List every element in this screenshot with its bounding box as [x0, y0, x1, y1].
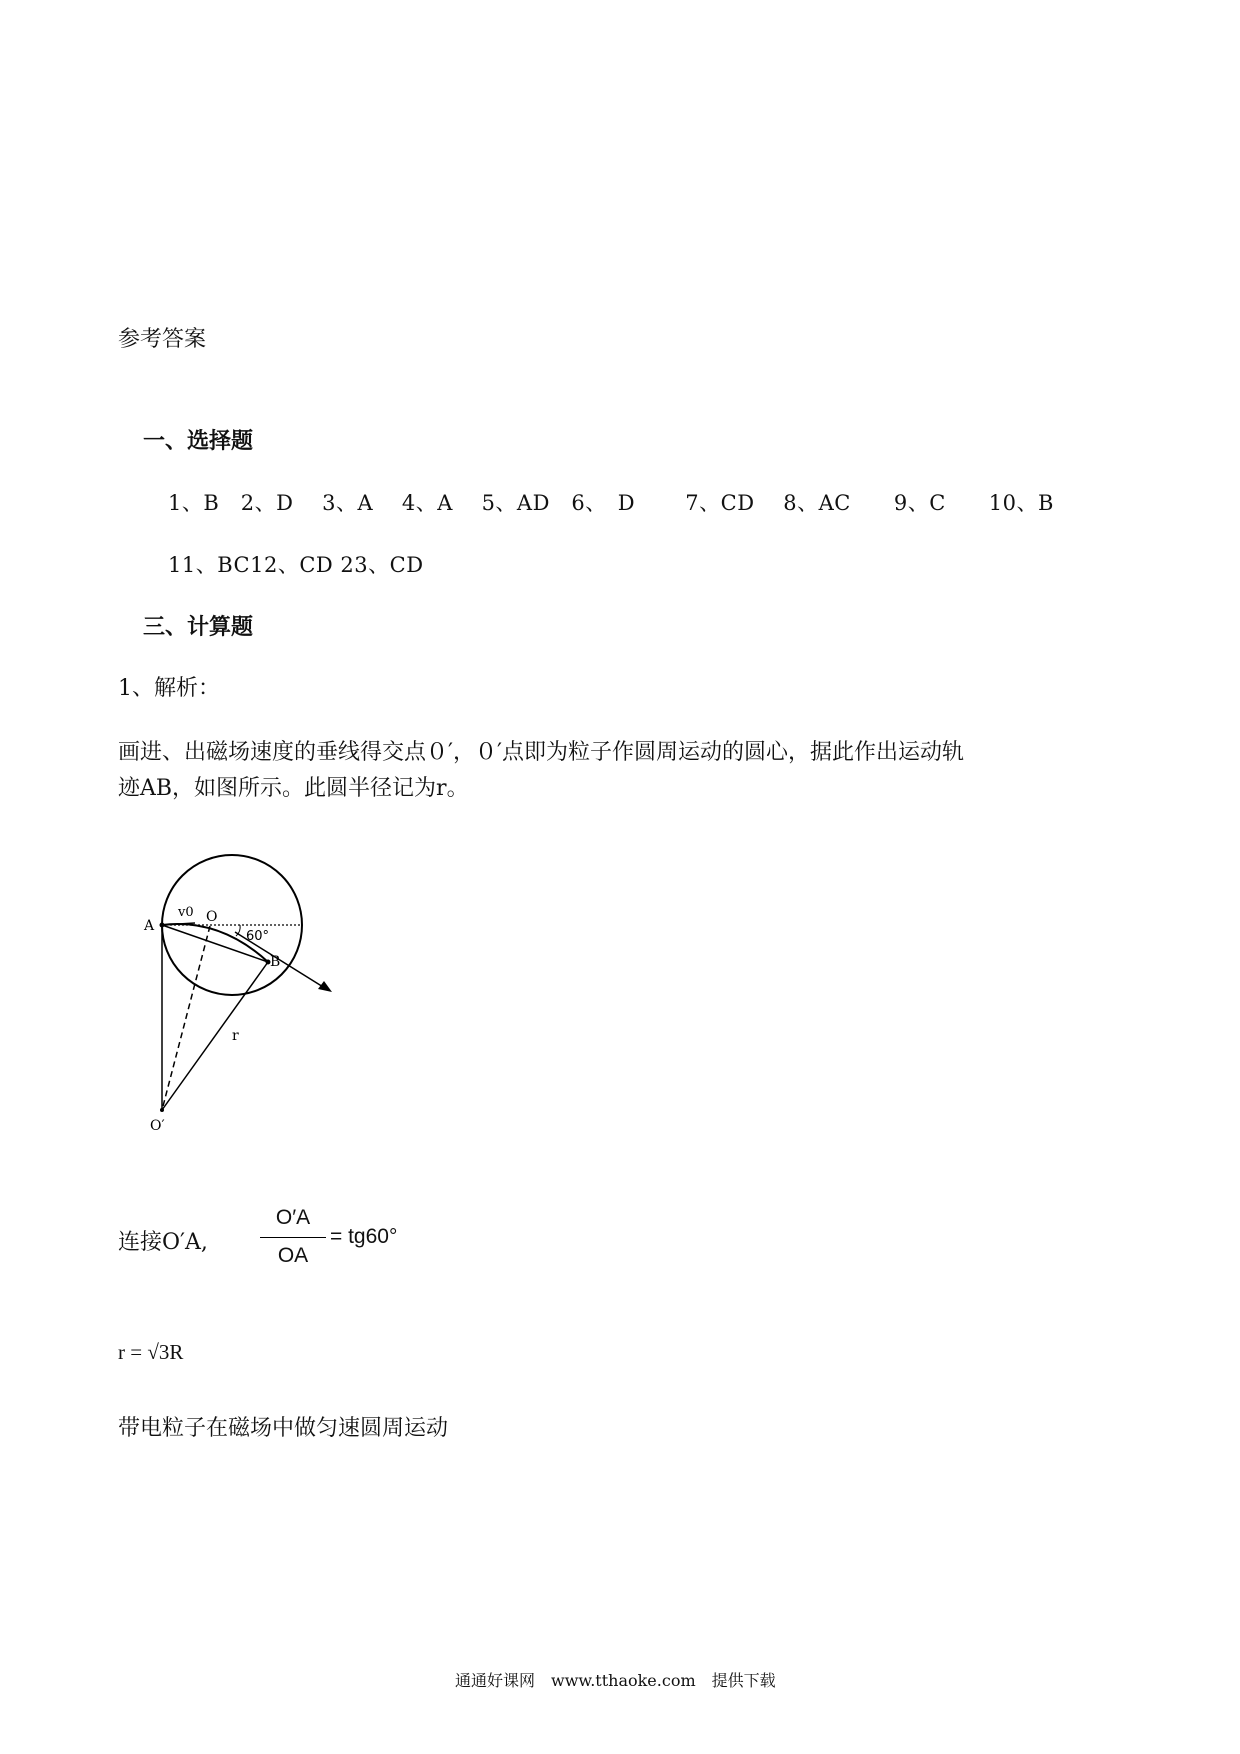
equation-1-rhs: = tg60° [330, 1225, 398, 1248]
answers-row-1: 1、B 2、D 3、A 4、A 5、AD 6、 D 7、CD 8、AC 9、C 10、B [168, 491, 1054, 515]
paragraph-line: 画进、出磁场速度的垂线得交点０′，０′点即为粒子作圆周运动的圆心，据此作出运动轨 [118, 740, 964, 765]
point-A [160, 923, 165, 928]
section-heading-calc: 三、计算题 [143, 614, 254, 640]
fraction-bar [260, 1237, 326, 1238]
fraction-denominator: OA [277, 1244, 309, 1267]
label-O: O [206, 909, 218, 925]
label-B: B [270, 954, 281, 970]
problem-label: 1、解析： [118, 676, 220, 701]
page-title: 参考答案 [118, 327, 207, 352]
exit-arrowhead [318, 981, 332, 992]
line-BO-prime [162, 962, 268, 1110]
label-v0: v0 [178, 905, 194, 920]
fraction-numerator: O′A [275, 1206, 311, 1229]
footer-text: 通通好课网 www.tthaoke.com 提供下载 [455, 1671, 776, 1690]
equation-1-prefix: 连接O′A, [118, 1230, 208, 1255]
label-angle: 60° [246, 929, 270, 944]
label-A: A [144, 918, 155, 934]
paragraph-end: 带电粒子在磁场中做匀速圆周运动 [118, 1416, 449, 1441]
geometry-figure [140, 840, 360, 1140]
label-O-prime: O′ [150, 1118, 165, 1134]
section-heading-choice: 一、选择题 [143, 428, 254, 454]
label-r: r [232, 1028, 239, 1044]
paragraph-line: 迹AB，如图所示。此圆半径记为r。 [118, 776, 469, 801]
answers-row-2: 11、BC12、CD 23、CD [168, 553, 424, 577]
equation-2: r = √3R [118, 1340, 184, 1364]
point-O-prime [160, 1108, 164, 1112]
